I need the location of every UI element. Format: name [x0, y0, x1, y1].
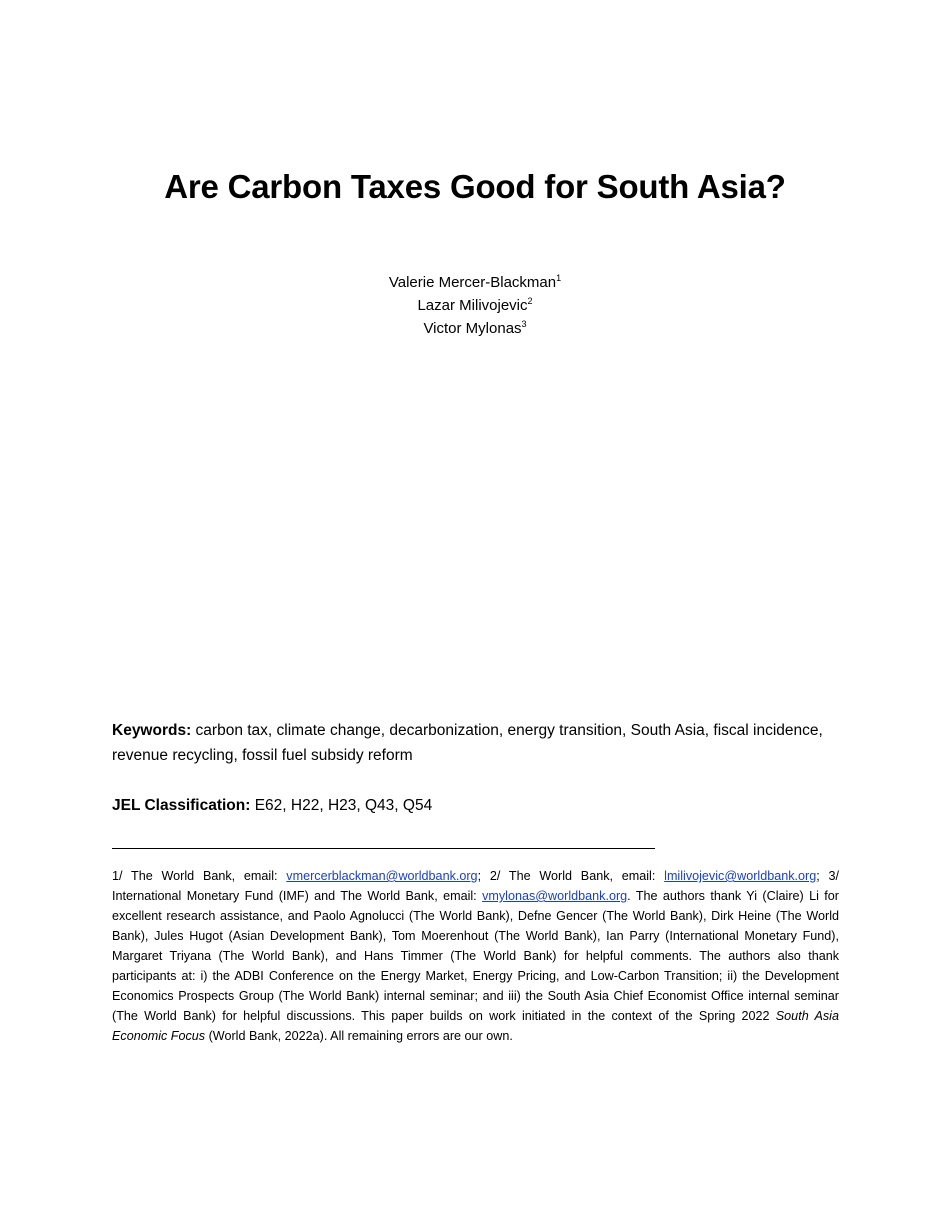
footnote-text: (World Bank, 2022a). All remaining errors are our own. — [205, 1029, 513, 1043]
footnote-text: 1/ The World Bank, email: — [112, 869, 287, 883]
footnote-mark: 2 — [527, 296, 533, 306]
email-link-1[interactable]: vmercerblackman@worldbank.org — [286, 869, 478, 883]
keywords-paragraph — [112, 718, 840, 768]
publication-title: South Asia Economic Focus — [112, 1009, 839, 1043]
keywords-label: Keywords: — [112, 722, 192, 739]
author-3 — [0, 317, 950, 340]
author-1 — [0, 271, 950, 294]
author-list — [0, 271, 950, 340]
jel-paragraph — [112, 793, 840, 818]
footnote-text: ; 3/ International Monetary Fund (IMF) and The World Bank, email: — [112, 869, 839, 903]
jel-text: E62, H22, H23, Q43, Q54 — [250, 797, 433, 814]
email-link-3[interactable]: vmylonas@worldbank.org — [482, 889, 628, 903]
author-name: Lazar Milivojevic — [417, 297, 528, 314]
footnote-mark: 1 — [556, 273, 562, 283]
paper-title: Are Carbon Taxes Good for South Asia? — [164, 168, 786, 205]
footnote-text: . The authors thank Yi (Claire) Li for excellent research assistance, and Paolo Agnolucci (The World Bank), Defne Gencer (The World Bank), Dirk Heine (The World Bank), Jules Hugot (Asian Development Bank), Tom Moerenhout (The World Bank), Ian Parry (International Monetary Fund), Margaret Triyana (The World Bank), and Hans Timmer (The World Bank) for helpful comments. The authors also thank participants at: i) the ADBI Conference on the Energy Market, Energy Pricing, and Low-Carbon Transition; ii) the Development Economics Prospects Group (The World Bank) internal seminar; and iii) the South Asia Chief Economist Office internal seminar (The World Bank) for helpful discussions. This paper builds on work initiated in the context of the Spring 2022 — [112, 889, 839, 1023]
jel-label: JEL Classification: — [112, 797, 251, 814]
author-name: Victor Mylonas — [423, 320, 522, 337]
footnote-mark: 3 — [521, 319, 527, 329]
footnote-separator — [112, 848, 655, 849]
footnote-text: ; 2/ The World Bank, email: — [477, 869, 665, 883]
author-name: Valerie Mercer-Blackman — [388, 274, 557, 291]
email-link-2[interactable]: lmilivojevic@worldbank.org — [664, 869, 817, 883]
keywords-text: carbon tax, climate change, decarbonization, energy transition, South Asia, fiscal incidence, revenue recycling, fossil fuel subsidy reform — [112, 722, 823, 764]
author-2 — [0, 294, 950, 317]
footnote-paragraph — [112, 866, 839, 1046]
